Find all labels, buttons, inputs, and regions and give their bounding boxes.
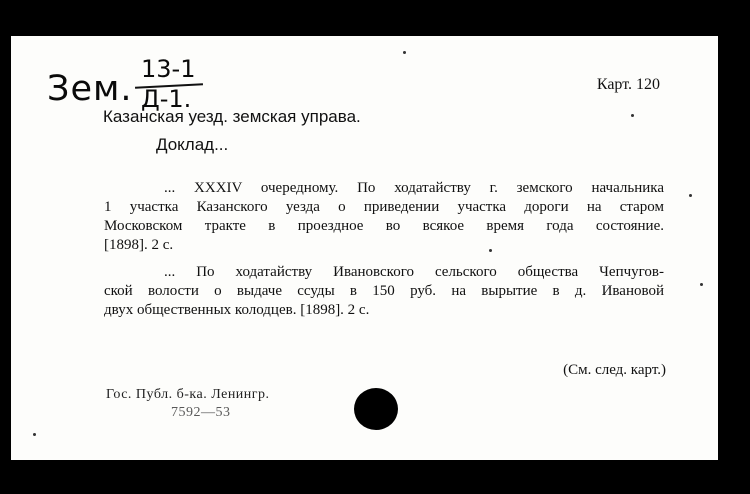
entry-1-line: ... XXXIV очередному. По ходатайству г. земского начальника	[164, 180, 664, 196]
entry-1-line: [1898]. 2 с.	[104, 237, 174, 253]
entry-2	[104, 263, 664, 320]
catalog-card	[11, 36, 718, 460]
continuation-note: (См. след. карт.)	[563, 362, 666, 378]
entry-2-line: ской волости о выдаче ссуды в 150 руб. на вырытие в д. Ивановой	[104, 283, 664, 299]
scan-speck	[403, 51, 406, 54]
card-subheading: Доклад...	[156, 135, 229, 154]
entry-2-line: ... По ходатайству Ивановского сельского общества Чепчугов-	[164, 264, 664, 280]
scan-speck	[33, 433, 36, 436]
fund-label: Зем.	[47, 69, 133, 109]
punch-hole	[354, 388, 398, 430]
entry-2-line: двух общественных колодцев. [1898]. 2 с.	[104, 302, 370, 318]
entry-1-line: 1 участка Казанского уезда о приведении участка дороги на старом	[104, 199, 664, 215]
stamp-library-name: Гос. Публ. б-ка. Ленингр.	[106, 387, 270, 402]
card-heading: Казанская уезд. земская управа.	[103, 107, 361, 126]
stamp-number: 7592—53	[171, 405, 231, 420]
scan-speck	[689, 194, 692, 197]
card-number: Карт. 120	[596, 76, 660, 93]
scan-speck	[631, 114, 634, 117]
shelfmark-bottom: Д-1.	[141, 85, 192, 113]
entry-1	[104, 179, 664, 255]
scan-speck	[489, 249, 492, 252]
library-stamp	[106, 386, 270, 422]
scan-speck	[700, 283, 703, 286]
shelfmark-top: 13-1	[141, 55, 196, 83]
entry-1-line: Московском тракте в проездное во всякое время года состояние.	[104, 218, 664, 234]
